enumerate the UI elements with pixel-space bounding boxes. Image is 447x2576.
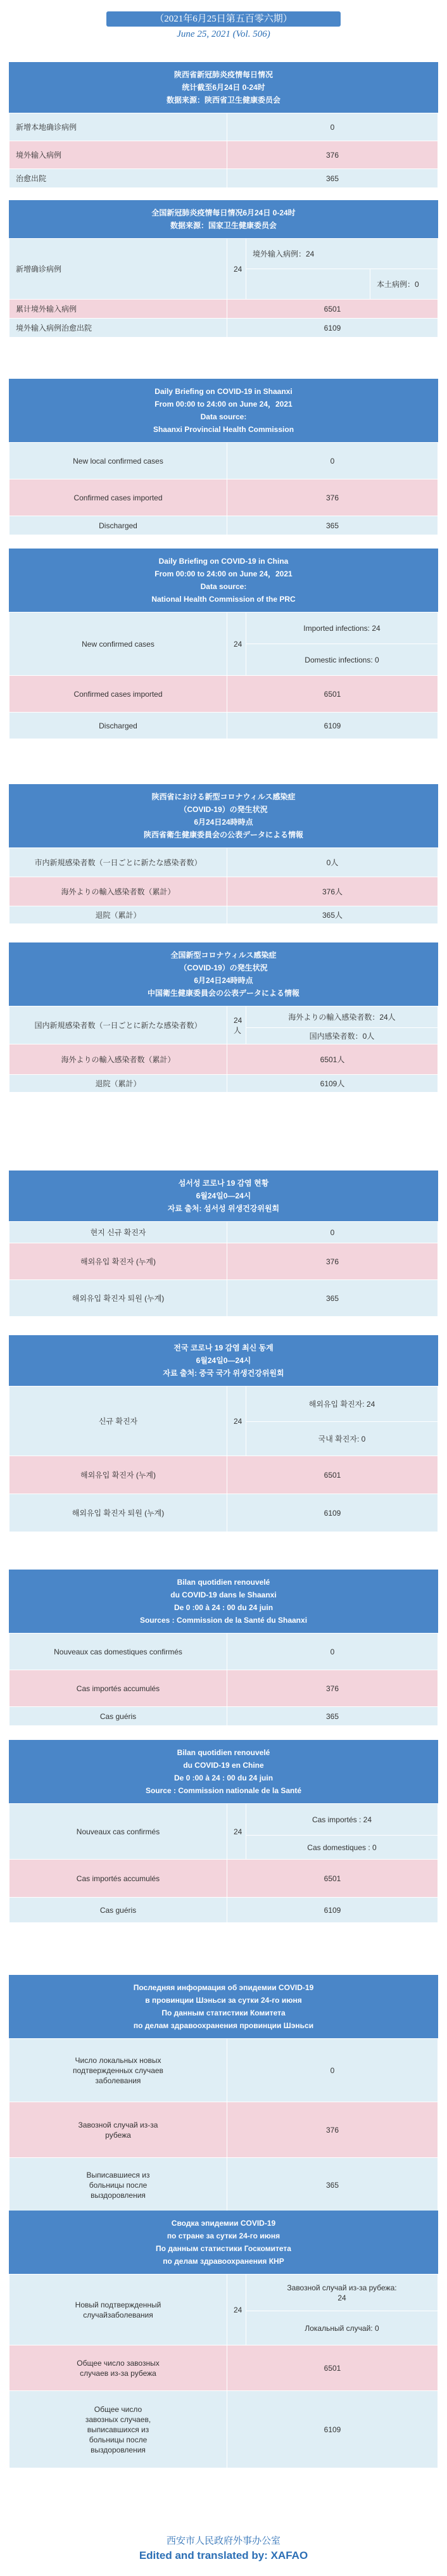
table-row: Discharged 365 [9,516,438,535]
table-row: 治愈出院 365 [9,169,438,188]
footer-credit: Edited and translated by: XAFAO [139,2549,308,2561]
ko-shaanxi-table [9,1221,438,1317]
table-row: 해외유입 확진자 퇴원 (누계) 365 [9,1280,438,1317]
table-row: 国内感染者数：0人 [9,1028,438,1044]
table-row: 退院（累計） 6109人 [9,1075,438,1093]
table-row: Выписавшиеся из больницы после выздоровления 365 [9,2158,438,2212]
table-row: 海外よりの輸入感染者数（累計） 376人 [9,877,438,906]
ko-china-section [9,1335,438,1532]
table-row: Cas importés accumulés 6501 [9,1860,438,1898]
table-row: Discharged 6109 [9,713,438,739]
zh-china-section [9,200,438,338]
fr-china-section [9,1740,438,1923]
table-row: Число локальных новых подтвержденных случаев заболевания 0 [9,2039,438,2102]
fr-china-table [9,1803,438,1923]
ko-china-table [9,1386,438,1532]
ja-china-header: 全国新型コロナウィルス感染症 （COVID-19）の発生状況 6月24日24時時点 中国衛生健康委員会の公表データによる情報 [9,942,438,1006]
ru-china-section [9,2211,438,2468]
table-row: 境外输入病例治愈出院 6109 [9,319,438,338]
footer [0,2534,447,2562]
zh-china-table [9,238,438,338]
issue-number: （2021年6月25日第五百零六期） [106,11,341,27]
ja-china-table [9,1006,438,1093]
table-row: 해외유입 확진자 (누계) 376 [9,1243,438,1280]
table-row: Nouveaux cas domestiques confirmés 0 [9,1634,438,1670]
fr-shaanxi-header: Bilan quotidien renouvelé du COVID-19 dans le Shaanxi De 0 :00 à 24 : 00 du 24 juin Sources : Commission de la Santé du Shaanxi [9,1570,438,1633]
en-shaanxi-header: Daily Briefing on COVID-19 in Shaanxi From 00:00 to 24:00 on June 24，2021 Data source: Shaanxi Provincial Health Commission [9,379,438,442]
zh-shaanxi-header: 陕西省新冠肺炎疫情每日情况 统计截至6月24日 0-24时 数据来源：陕西省卫生健康委员会 [9,62,438,113]
table-row: 현지 신규 확진자 0 [9,1222,438,1243]
table-row: Confirmed cases imported 6501 [9,676,438,713]
en-china-table [9,612,438,739]
table-row: 境外输入病例 376 [9,141,438,169]
table-row: Локальный случай: 0 [9,2311,438,2345]
fr-shaanxi-section [9,1570,438,1726]
en-shaanxi-table [9,442,438,535]
table-row: Confirmed cases imported 376 [9,479,438,516]
table-row: 新增确诊病例 24 境外输入病例：24 [9,239,438,269]
table-row: Общее число завозных случаев, выписавшихся из больницы после выздоровления 6109 [9,2391,438,2468]
ru-china-header: Сводка эпидемии COVID-19 по стране за сутки 24-го июня По данным статистики Госкомитета по делам здравоохранения КНР [9,2211,438,2274]
zh-china-header: 全国新冠肺炎疫情每日情况6月24日 0-24时 数据来源：国家卫生健康委员会 [9,200,438,238]
ja-shaanxi-section [9,784,438,924]
table-row: 市内新規感染者数（一日ごとに新たな感染者数） 0人 [9,848,438,877]
table-row: Общее число завозных случаев из-за рубежа 6501 [9,2345,438,2391]
fr-shaanxi-table [9,1633,438,1726]
table-row: New local confirmed cases 0 [9,443,438,479]
issue-date: June 25, 2021 (Vol. 506) [177,29,270,39]
table-row: 国内新規感染者数（一日ごとに新たな感染者数） 24人 海外よりの輸入感染者数：24人 [9,1006,438,1028]
ru-shaanxi-header: Последняя информация об эпидемии COVID-19 в провинции Шэньси за сутки 24-го июня По данным статистики Комитета по делам здравоохранения провинции Шэньси [9,1975,438,2038]
ja-shaanxi-header: 陕西省における新型コロナウィルス感染症 （COVID-19）の発生状況 6月24日24時時点 陕西省衛生健康委員会の公表データによる情報 [9,784,438,847]
table-row: Domestic infections: 0 [9,644,438,676]
table-row: 本土病例：0 [9,269,438,300]
table-row: 해외유입 확진자 퇴원 (누계) 6109 [9,1494,438,1532]
zh-shaanxi-table [9,113,438,188]
en-china-header: Daily Briefing on COVID-19 in China From 00:00 to 24:00 on June 24，2021 Data source: National Health Commission of the PRC [9,549,438,612]
table-row: 累计境外输入病例 6501 [9,300,438,319]
en-china-section [9,549,438,739]
ja-china-section [9,942,438,1093]
ja-shaanxi-table [9,847,438,924]
table-row: Cas guéris 6109 [9,1898,438,1923]
table-row: Cas guéris 365 [9,1707,438,1726]
table-row: 海外よりの輸入感染者数（累計） 6501人 [9,1044,438,1075]
ru-shaanxi-section [9,1975,438,2212]
ru-china-table [9,2274,438,2468]
table-row: New confirmed cases 24 Imported infections: 24 [9,612,438,644]
ko-china-header: 전국 코로나 19 감염 최신 동계 6월24일0—24시 자료 출처: 중국 국가 위생건강위원회 [9,1335,438,1386]
table-row: 해외유입 확진자 (누계) 6501 [9,1456,438,1494]
table-row: Завозной случай из-за рубежа 376 [9,2102,438,2158]
ko-shaanxi-section [9,1171,438,1317]
table-row: 新增本地确诊病例 0 [9,113,438,141]
table-row: 국내 확진자: 0 [9,1422,438,1456]
footer-org: 西安市人民政府外事办公室 [166,2536,280,2546]
zh-shaanxi-section [9,62,438,188]
table-row: Новый подтвержденный случайзаболевания 24 Завозной случай из-за рубежа: 24 [9,2275,438,2311]
table-row: 신규 확진자 24 해외유입 확진자: 24 [9,1386,438,1422]
table-row: Cas importés accumulés 376 [9,1670,438,1707]
ko-shaanxi-header: 섬서성 코로나 19 감염 현황 6월24일0—24시 자료 출처: 섬서성 위생건강위원회 [9,1171,438,1221]
en-shaanxi-section [9,379,438,535]
ru-shaanxi-table [9,2038,438,2212]
table-row: 退院（累計） 365人 [9,906,438,924]
fr-china-header: Bilan quotidien renouvelé du COVID-19 en Chine De 0 :00 à 24 : 00 du 24 juin Source : Commission nationale de la Santé [9,1740,438,1803]
table-row: Cas domestiques : 0 [9,1836,438,1860]
table-row: Nouveaux cas confirmés 24 Cas importés : 24 [9,1804,438,1836]
